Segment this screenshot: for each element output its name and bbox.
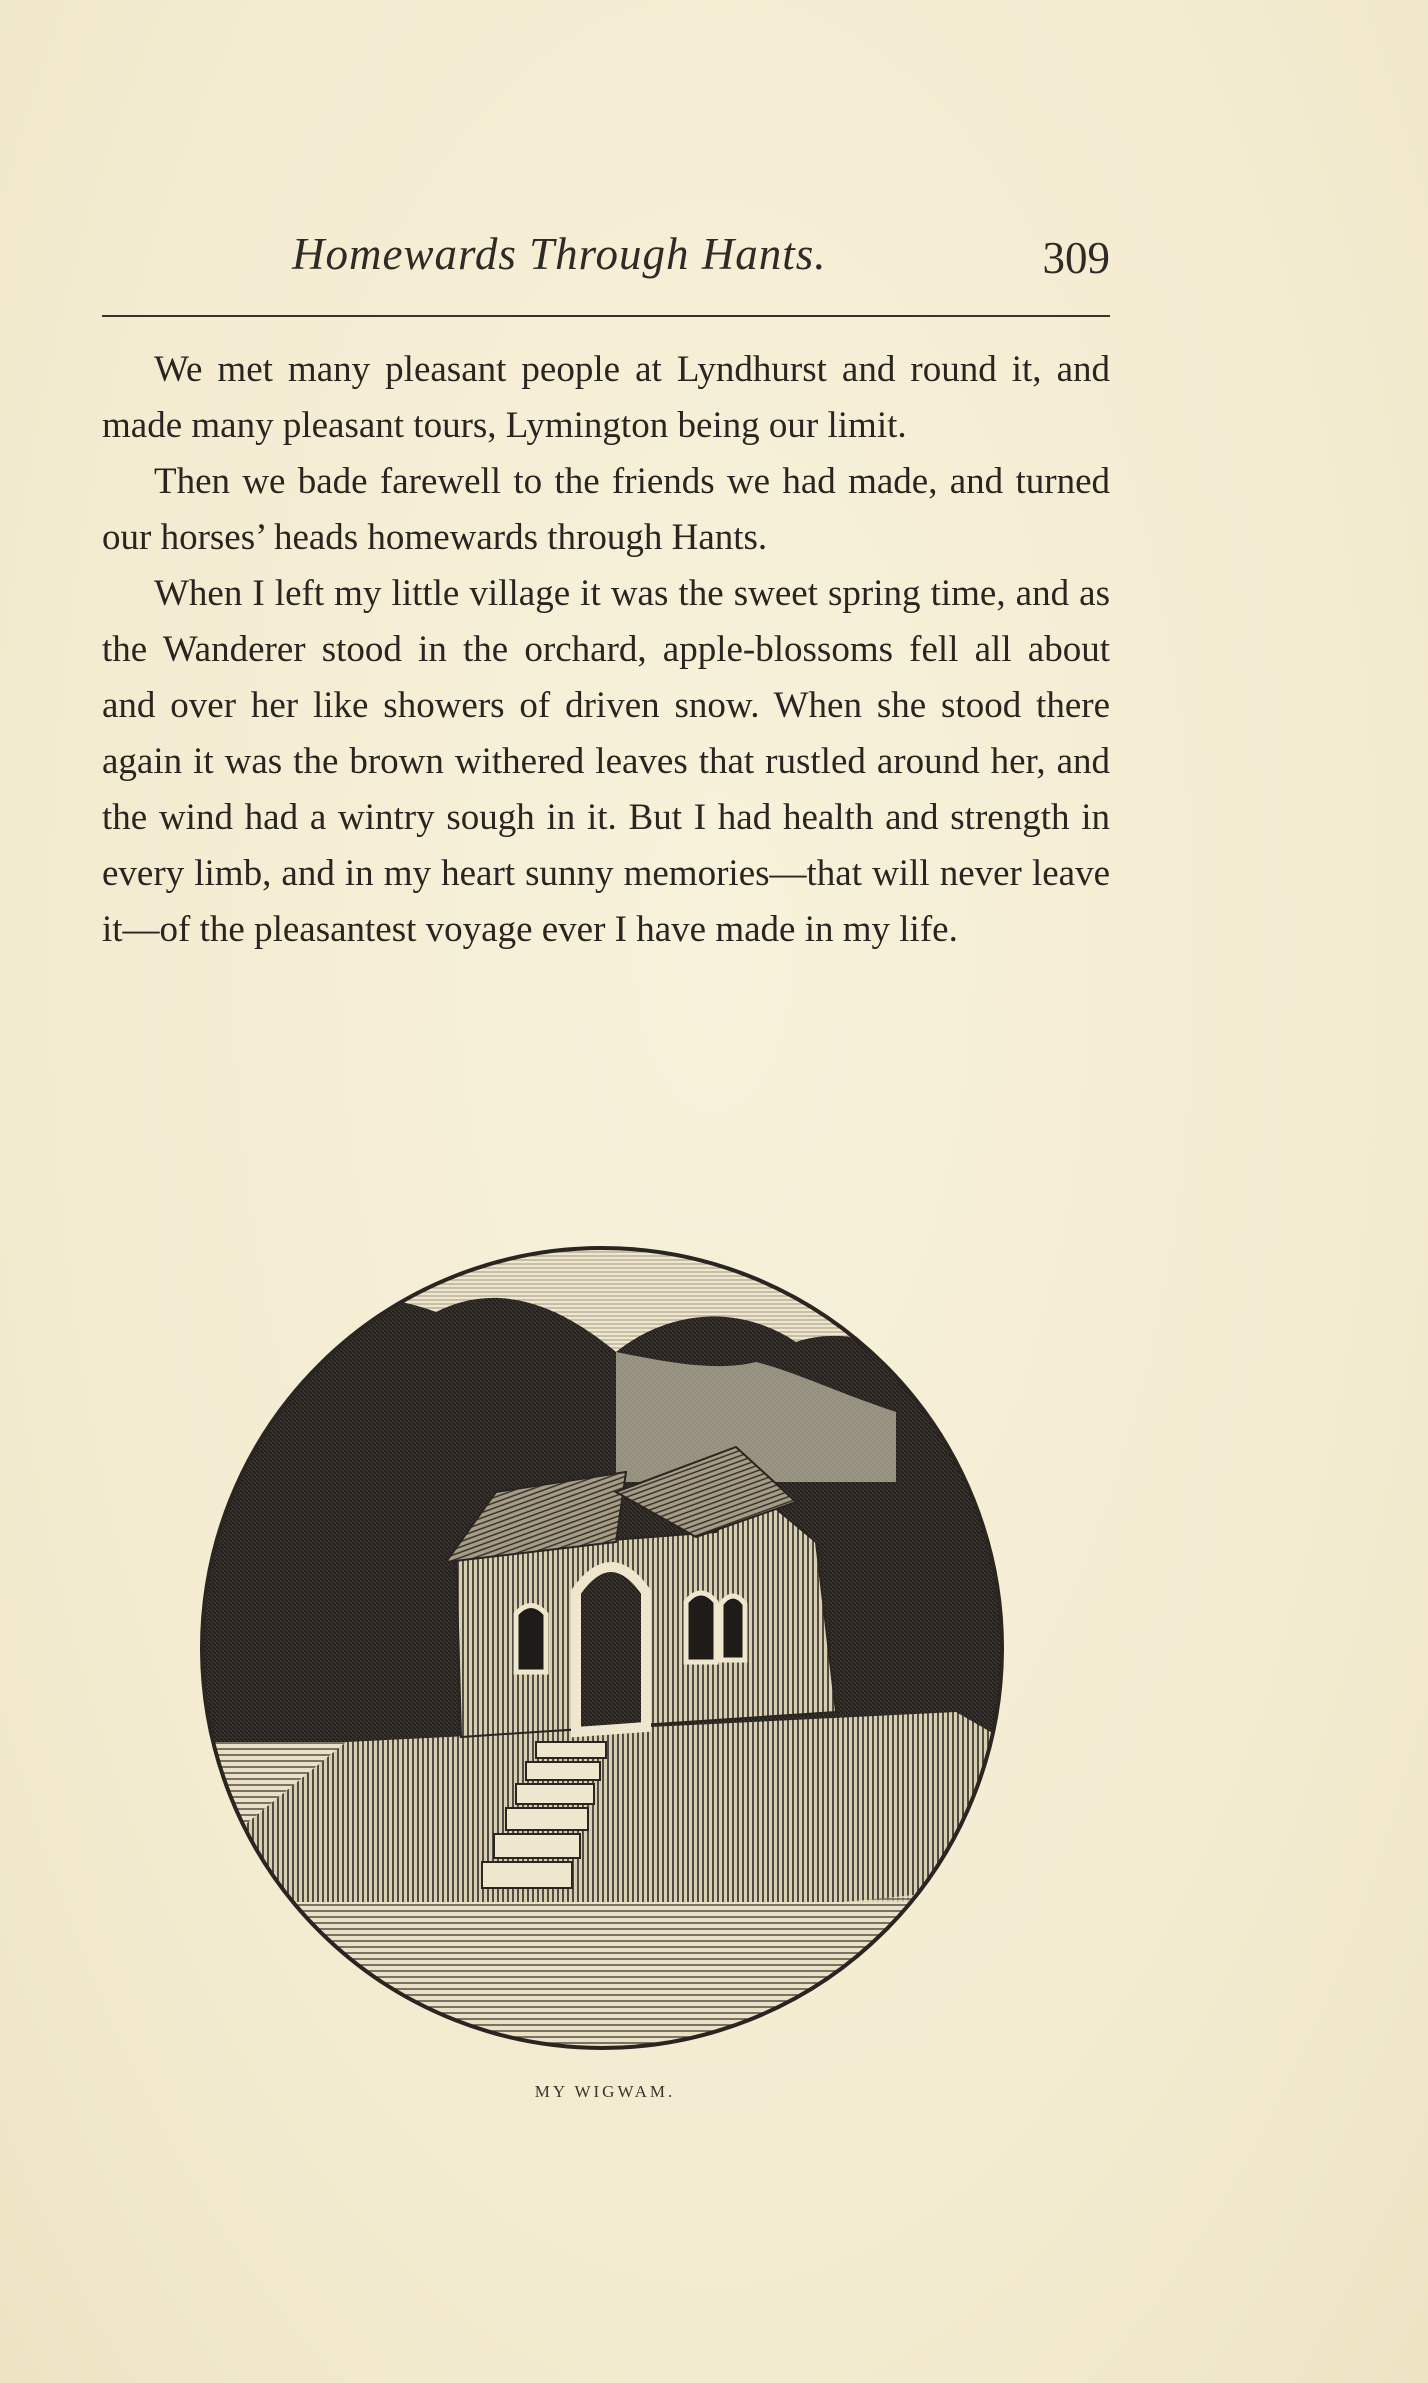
page-number: 309: [1042, 233, 1110, 283]
paragraph-3: When I left my little village it was the sweet spring time, and as the Wanderer stood in the orchard, apple-blossoms fell all about and over her like showers of driven snow. When she stood there again it was the brown withered leaves that rustled around her, and the wind had a wintry sough in it. But I had health and strength in every limb, and in my heart sunny memories—that will never leave it—of the pleasantest voyage ever I have made in my life.: [102, 573, 1110, 950]
header-rule: [102, 315, 1110, 317]
figure-caption: MY WIGWAM.: [534, 2082, 676, 2101]
wigwam-engraving: [196, 1242, 1008, 2054]
body-text: [102, 342, 1110, 958]
running-head: [102, 228, 1110, 298]
paragraph-2: Then we bade farewell to the friends we had made, and turned our horses’ heads homewards through Hants.: [102, 461, 1110, 558]
engraving-illustration: [196, 1242, 1008, 2054]
paragraph-1: We met many pleasant people at Lyndhurst and round it, and made many pleasant tours, Lymington being our limit.: [102, 349, 1110, 446]
running-title: Homewards Through Hants.: [292, 229, 827, 279]
